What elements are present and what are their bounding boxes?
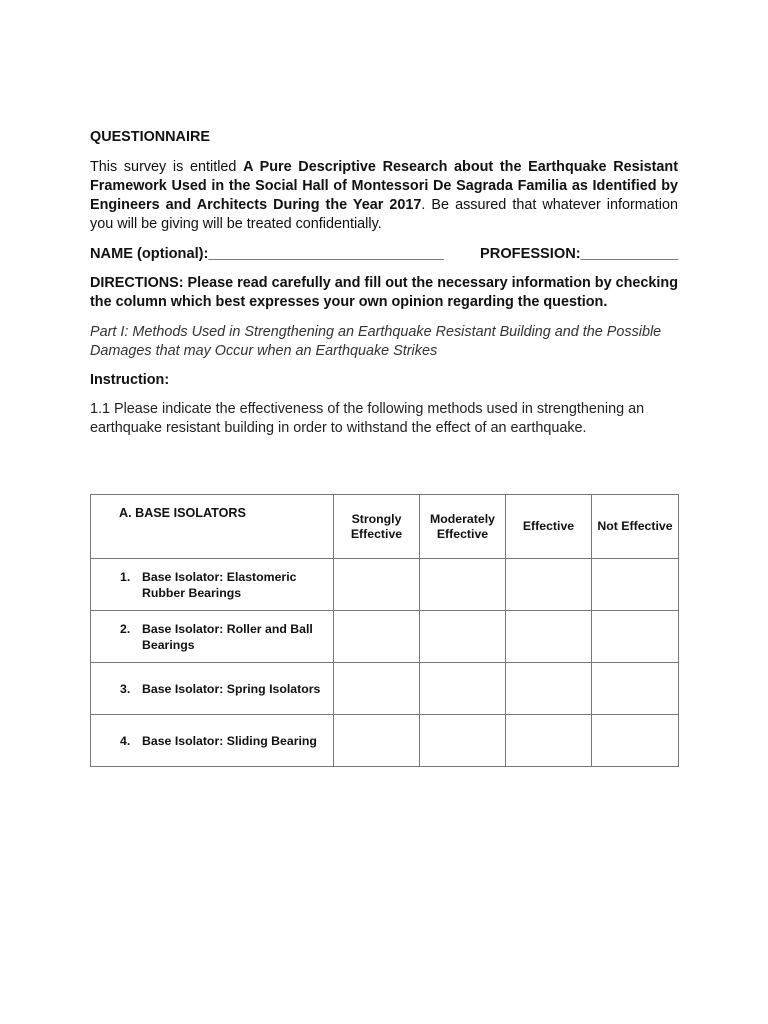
row-label [91,715,334,767]
instruction-label: Instruction: [90,372,170,388]
rating-cell[interactable] [592,663,679,715]
rating-table [90,494,679,767]
rating-cell[interactable] [334,663,420,715]
section-header: A. BASE ISOLATORS [91,495,334,559]
row-label [91,663,334,715]
table-header-row [91,495,679,559]
column-header: Moderately Effective [420,495,506,559]
rating-cell[interactable] [420,663,506,715]
row-number: 2. [120,621,131,636]
rating-cell[interactable] [420,715,506,767]
questionnaire-body [90,128,678,438]
rating-cell[interactable] [506,663,592,715]
column-header: Effective [506,495,592,559]
rating-cell[interactable] [592,715,679,767]
part-one-title: Part I: Methods Used in Strengthening an Earthquake Resistant Building and the Possible Damages that may Occur when an Earthquake Strikes [90,324,662,359]
rating-cell[interactable] [506,715,592,767]
column-header: Not Effective [592,495,679,559]
rating-cell[interactable] [506,559,592,611]
directions-text: DIRECTIONS: Please read carefully and fill out the necessary information by checking the column which best expresses your own opinion regarding the question. [90,275,678,310]
table-row [91,715,679,767]
survey-title: A Pure Descriptive Research about the Earthquake Resistant Framework Used in the Social Hall of Montessori De Sagrada Familia as Identified by Engineers and Architects During the Year 2017 [90,159,678,213]
rating-cell[interactable] [592,559,679,611]
rating-cell[interactable] [334,559,420,611]
row-number: 4. [120,733,131,748]
page-title: QUESTIONNAIRE [90,129,210,145]
rating-cell[interactable] [334,611,420,663]
table-row [91,611,679,663]
name-field[interactable]: NAME (optional):_____________________________ [90,246,444,262]
rating-cell[interactable] [592,611,679,663]
rating-cell[interactable] [334,715,420,767]
rating-cell[interactable] [420,611,506,663]
respondent-info-row [90,246,678,262]
row-label [91,559,334,611]
row-text: Base Isolator: Spring Isolators [142,681,321,696]
rating-cell[interactable] [420,559,506,611]
row-number: 3. [120,681,131,696]
column-header: Strongly Effective [334,495,420,559]
row-number: 1. [120,569,131,584]
rating-cell[interactable] [506,611,592,663]
row-text: Base Isolator: Elastomeric Rubber Bearings [142,569,297,600]
row-text: Base Isolator: Roller and Ball Bearings [142,621,313,652]
instruction-item-1-1: 1.1 Please indicate the effectiveness of the following methods used in strengthening an earthquake resistant building in order to withstand the effect of an earthquake. [90,401,645,436]
profession-field[interactable]: PROFESSION:____________ [480,246,678,262]
table-row [91,663,679,715]
intro-paragraph [90,158,678,234]
row-text: Base Isolator: Sliding Bearing [142,733,317,748]
row-label [91,611,334,663]
intro-post: . Be assured that whatever information you will be giving will be treated confidentially. [90,197,678,232]
intro-pre: This survey is entitled [90,159,244,175]
table-row [91,559,679,611]
